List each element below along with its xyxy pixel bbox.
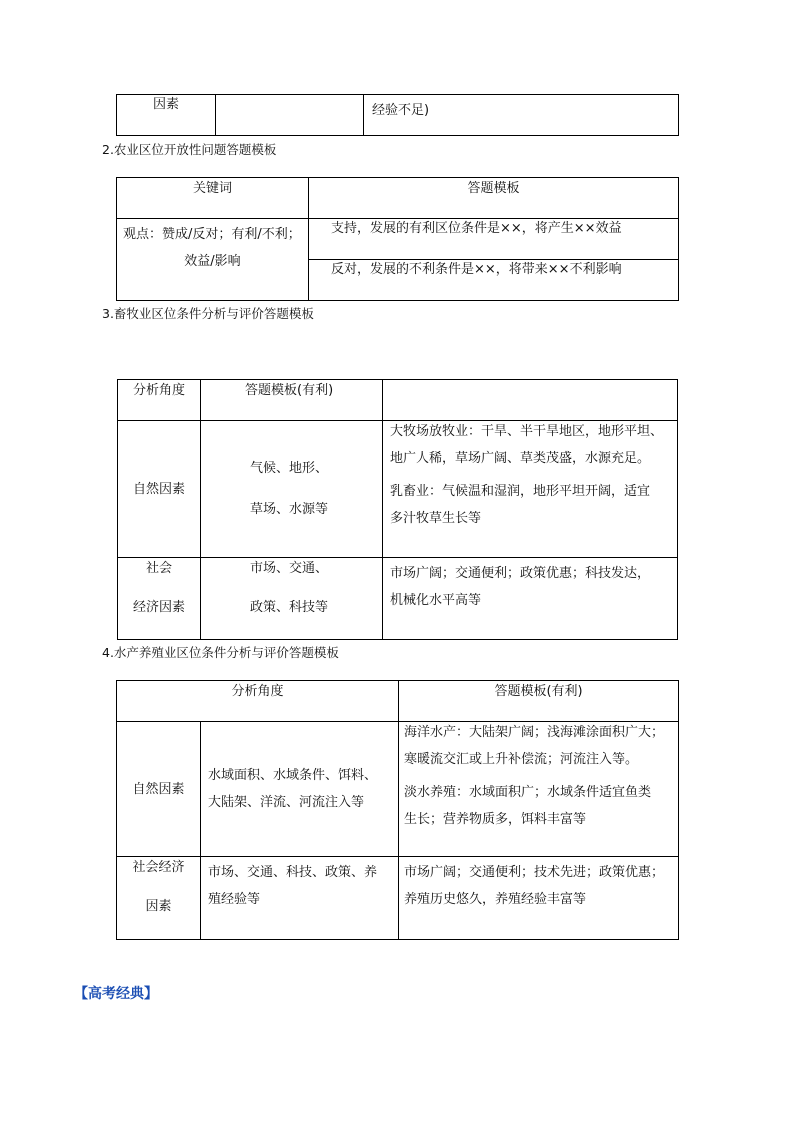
table-header-cell bbox=[383, 380, 678, 421]
table-cell bbox=[118, 421, 201, 558]
column-header: 答题模板 bbox=[467, 181, 520, 196]
cell-text: 观点：赞成/反对；有利/不利； bbox=[123, 227, 301, 242]
cell-text: 自然因素 bbox=[132, 781, 185, 797]
section-heading: 4.水产养殖业区位条件分析与评价答题模板 bbox=[102, 645, 339, 660]
cell-text: 市场、交通、科技、政策、养 bbox=[208, 865, 378, 880]
column-header: 答题模板(有利) bbox=[245, 383, 334, 398]
table-header-cell bbox=[309, 178, 679, 219]
cell-text: 海洋水产：大陆架广阔；浅海滩涂面积广大； bbox=[404, 725, 665, 740]
cell-text: 地广人稀，草场广阔、草类茂盛，水源充足。 bbox=[390, 451, 651, 466]
table-cell bbox=[117, 722, 201, 857]
column-header: 关键词 bbox=[192, 181, 232, 196]
cell-text: 多汁牧草生长等 bbox=[390, 511, 482, 526]
table-cell bbox=[201, 857, 399, 940]
cell-text: 市场广阔；交通便利；政策优惠；科技发达， bbox=[390, 566, 651, 581]
table-cell bbox=[399, 857, 679, 940]
cell-text: 生长；营养物质多，饵料丰富等 bbox=[404, 812, 587, 827]
column-header: 分析角度 bbox=[231, 684, 284, 699]
cell-text: 经济因素 bbox=[132, 600, 185, 615]
column-header: 答题模板(有利) bbox=[494, 684, 583, 699]
table-header-cell bbox=[117, 178, 309, 219]
cell-text: 草场、水源等 bbox=[250, 502, 329, 517]
column-header: 分析角度 bbox=[132, 383, 185, 398]
cell-text: 大牧场放牧业：干旱、半干旱地区，地形平坦、 bbox=[390, 424, 664, 439]
cell-text: 大陆架、洋流、河流注入等 bbox=[208, 795, 365, 810]
section-heading: 2.农业区位开放性问题答题模板 bbox=[102, 142, 277, 157]
cell-text: 社会 bbox=[145, 561, 172, 576]
cell-text: 因素 bbox=[145, 899, 172, 914]
cell-text: 市场、交通、 bbox=[250, 561, 329, 576]
section-heading: 3.畜牧业区位条件分析与评价答题模板 bbox=[102, 306, 314, 321]
table-cell bbox=[309, 219, 679, 260]
table-header-cell bbox=[399, 681, 679, 722]
table-cell bbox=[117, 219, 309, 301]
cell-text: 经验不足) bbox=[372, 103, 430, 118]
cell-text: 养殖历史悠久，养殖经验丰富等 bbox=[404, 892, 587, 907]
table-cell bbox=[201, 722, 399, 857]
cell-text: 淡水养殖：水域面积广；水域条件适宜鱼类 bbox=[404, 785, 652, 800]
cell-text: 政策、科技等 bbox=[250, 600, 329, 615]
table-cell bbox=[117, 857, 201, 940]
table-header-cell bbox=[118, 380, 201, 421]
table-cell bbox=[117, 95, 216, 136]
table-cell bbox=[364, 95, 679, 136]
cell-text: 社会经济 bbox=[132, 860, 185, 875]
cell-text: 支持，发展的有利区位条件是××，将产生××效益 bbox=[331, 221, 622, 236]
table-continuation bbox=[116, 94, 679, 136]
section-title-gaokao-classic: 【高考经典】 bbox=[74, 986, 158, 1002]
cell-text: 机械化水平高等 bbox=[390, 593, 482, 608]
table-cell bbox=[118, 558, 201, 640]
table-cell bbox=[383, 421, 678, 558]
table-livestock-analysis bbox=[117, 379, 678, 640]
table-header-cell bbox=[117, 681, 399, 722]
table-cell bbox=[383, 558, 678, 640]
cell-text: 水域面积、水域条件、饵料、 bbox=[208, 768, 378, 783]
cell-text: 因素 bbox=[153, 97, 180, 112]
cell-text: 殖经验等 bbox=[208, 892, 261, 907]
cell-text: 效益/影响 bbox=[184, 254, 241, 269]
cell-text: 自然因素 bbox=[132, 481, 185, 497]
table-agri-open-questions bbox=[116, 177, 679, 301]
table-cell bbox=[201, 421, 383, 558]
table-header-cell bbox=[201, 380, 383, 421]
table-cell bbox=[399, 722, 679, 857]
cell-text: 乳畜业：气候温和湿润，地形平坦开阔，适宜 bbox=[390, 484, 651, 499]
table-cell bbox=[201, 558, 383, 640]
table-aquaculture-analysis bbox=[116, 680, 679, 940]
cell-text: 反对，发展的不利条件是××，将带来××不利影响 bbox=[331, 262, 622, 277]
cell-text: 气候、地形、 bbox=[250, 461, 329, 476]
cell-text: 寒暖流交汇或上升补偿流；河流注入等。 bbox=[404, 752, 639, 767]
table-cell bbox=[309, 260, 679, 301]
cell-text: 市场广阔；交通便利；技术先进；政策优惠； bbox=[404, 865, 665, 880]
